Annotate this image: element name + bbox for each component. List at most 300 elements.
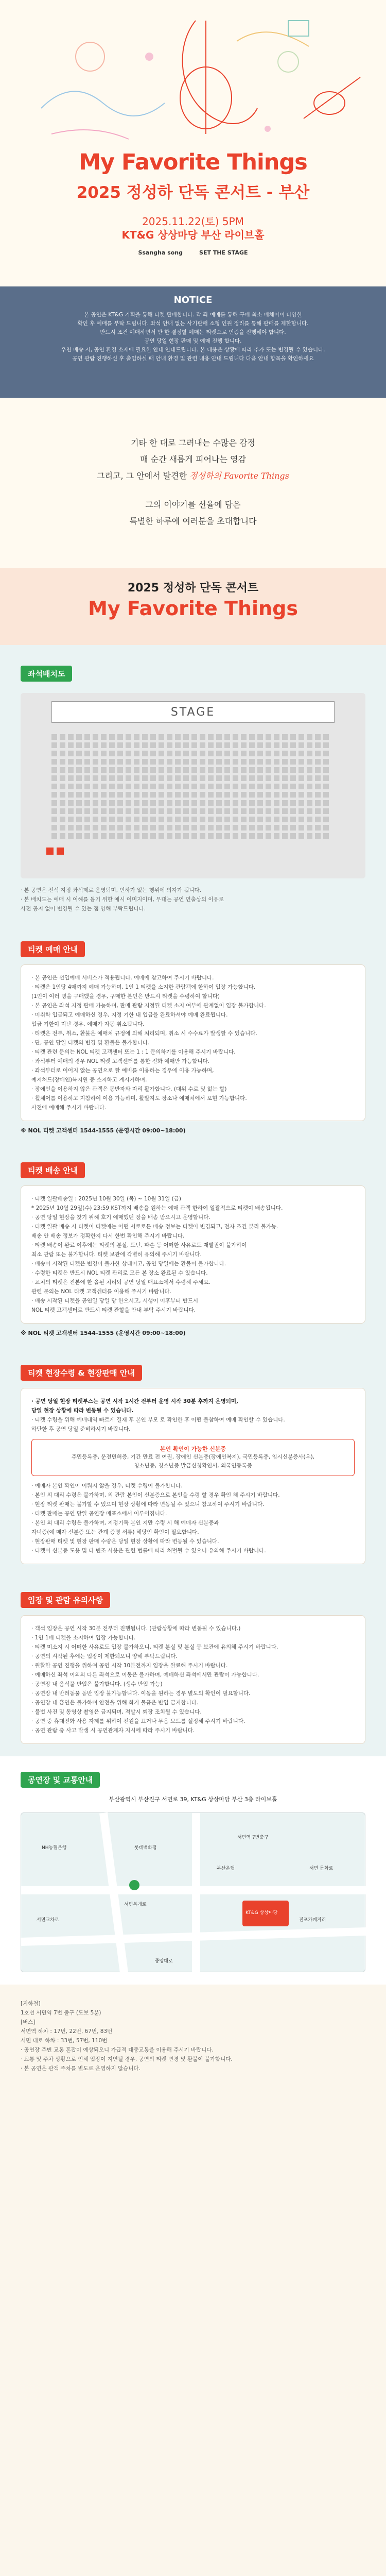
seat	[150, 767, 156, 773]
seat	[93, 808, 98, 814]
seat-section	[0, 645, 386, 926]
seat	[68, 775, 74, 781]
seat	[76, 808, 82, 814]
seat	[109, 825, 115, 831]
seat	[101, 800, 107, 806]
seat	[241, 784, 247, 789]
seat	[167, 833, 172, 839]
seat	[299, 817, 304, 822]
seat	[183, 742, 189, 748]
seat	[134, 800, 139, 806]
seat	[126, 742, 131, 748]
seat	[175, 825, 181, 831]
seat	[307, 734, 312, 740]
caution-item: · 예매하신 좌석 이외의 다른 좌석으로 이동은 불가하며, 예매하신 좌석에서만 관람이 가능합니다.	[31, 1672, 259, 1678]
seat	[60, 833, 65, 839]
seat	[175, 767, 181, 773]
seat	[167, 775, 172, 781]
concert-banner	[0, 568, 386, 645]
caution-badge: 입장 및 관람 유의사항	[21, 1592, 110, 1608]
seat	[175, 784, 181, 789]
presale-item: 입금 기한이 지난 경우, 예매가 자동 취소됩니다.	[31, 1021, 145, 1027]
seat	[51, 775, 57, 781]
seat	[183, 817, 189, 822]
seat	[290, 742, 296, 748]
seat	[126, 808, 131, 814]
seat	[76, 784, 82, 789]
seat	[241, 751, 247, 756]
seat	[191, 792, 197, 798]
seat	[249, 742, 255, 748]
concert-label: 2025 정성하 단독 콘서트	[127, 582, 259, 595]
seat	[200, 800, 205, 806]
seat	[290, 734, 296, 740]
seat	[282, 759, 288, 765]
caution-item: · 불법 사진 및 동영상 촬영은 금지되며, 적발시 퇴장 조치될 수 있습니다.	[31, 1709, 202, 1715]
caution-item: · 공연 중 휴대전화 사용 자제를 위하여 전원을 끄거나 무음 모드를 설정해 주시기 바랍니다.	[31, 1718, 245, 1724]
seat	[216, 751, 222, 756]
seat	[208, 742, 214, 748]
seat	[101, 751, 107, 756]
seat	[68, 800, 74, 806]
seat	[208, 792, 214, 798]
seat	[216, 767, 222, 773]
seat	[68, 825, 74, 831]
seat	[167, 800, 172, 806]
seat	[183, 775, 189, 781]
seat	[315, 833, 321, 839]
seat	[315, 808, 321, 814]
seat	[167, 825, 172, 831]
seat	[241, 800, 247, 806]
seat	[51, 734, 57, 740]
seat	[249, 817, 255, 822]
onsite-item: · 현장 티켓 판매는 불가할 수 있으며 현장 상황에 따라 변동될 수 있으니 참고하여 주시기 바랍니다.	[31, 1501, 265, 1507]
delivery-item: · 티켓 배송이 완료 이후에는 티켓의 분실, 도난, 파손 등 어떠한 사유로도 재발권이 불가하여	[31, 1242, 247, 1248]
seat	[274, 775, 279, 781]
seat	[200, 751, 205, 756]
seat	[183, 751, 189, 756]
seat	[150, 734, 156, 740]
seat	[274, 759, 279, 765]
seat	[299, 784, 304, 789]
seat	[299, 792, 304, 798]
presale-contact: ※ NOL 티켓 고객센터 1544-1555 (운영시간 09:00~18:00)	[21, 1127, 186, 1134]
seat	[60, 808, 65, 814]
seat	[60, 800, 65, 806]
seat	[109, 808, 115, 814]
seat	[200, 817, 205, 822]
onsite-item: · 티켓이 신분증 도용 및 타 변조 사용은 관련 법률에 따라 처벌될 수 있으니 유의해 주시기 바랍니다.	[31, 1548, 266, 1554]
seat	[167, 792, 172, 798]
seat	[233, 817, 238, 822]
onsite-item: · 예매자 본인 확인이 이뤄지 않을 경우, 티켓 수령이 불가합니다.	[31, 1483, 183, 1489]
seat	[323, 784, 329, 789]
intro	[0, 398, 386, 568]
seat	[241, 808, 247, 814]
seat	[307, 742, 312, 748]
note-item: 사전 공지 없이 변경될 수 있는 점 양해 부탁드립니다.	[21, 906, 146, 912]
seat	[241, 767, 247, 773]
seat	[126, 767, 131, 773]
seat	[142, 751, 148, 756]
seat	[208, 825, 214, 831]
seat	[323, 825, 329, 831]
seat	[76, 767, 82, 773]
seat	[307, 800, 312, 806]
seat	[68, 742, 74, 748]
seat	[76, 792, 82, 798]
seat	[142, 833, 148, 839]
id-card-head: 본인 확인이 가능한 신분증	[160, 1446, 226, 1452]
seat	[323, 759, 329, 765]
seat	[224, 751, 230, 756]
seat	[76, 759, 82, 765]
footer-line: 서면 대로 하차 : 33번, 57번, 110번	[21, 2038, 108, 2044]
seat	[150, 775, 156, 781]
seat	[191, 825, 197, 831]
seat	[142, 734, 148, 740]
seat	[191, 751, 197, 756]
location-section	[0, 1756, 386, 1985]
note-item: · 본 배치도는 예매 시 이해를 돕기 위한 예시 이미지이며, 무대는 공연 연출상의 이유로	[21, 896, 224, 903]
seat	[101, 767, 107, 773]
seat	[224, 767, 230, 773]
seat	[323, 792, 329, 798]
seat	[175, 833, 181, 839]
seat	[76, 775, 82, 781]
intro-line: 그리고, 그 안에서 발견한 정성하의 Favorite Things	[97, 471, 289, 481]
delivery-item: · 배송이 시작된 티켓은 변경이 불가한 상태이고, 공연 당일에는 환불이 불가합니다.	[31, 1261, 226, 1267]
seat	[299, 775, 304, 781]
seat	[282, 734, 288, 740]
seat	[307, 808, 312, 814]
presale-item: 예지처드(장애인)복지원 증 소지하고 계시거하며.	[31, 1077, 147, 1083]
seat	[257, 792, 263, 798]
seat	[307, 775, 312, 781]
seat	[134, 767, 139, 773]
seat	[117, 800, 123, 806]
caution-item: · 공연 관람 중 사고 발생 시 공연관계자 지시에 따라 주시기 바랍니다.	[31, 1727, 195, 1734]
delivery-section	[0, 1147, 386, 1349]
notice-line: 확인 후 예매를 부탁 드립니다. 좌석 안내 없는 사기판매 소형 인원 정리를 통해 판매를 제한합니다.	[77, 320, 309, 327]
seat	[117, 784, 123, 789]
seat	[208, 759, 214, 765]
seat	[117, 759, 123, 765]
seat	[257, 800, 263, 806]
seat	[290, 775, 296, 781]
footer-line: · 교통 및 주차 상황으로 인해 입장이 지연될 경우, 공연의 티켓 변경 및 환불이 불가합니다.	[21, 2056, 233, 2062]
seat	[299, 833, 304, 839]
concert-title: My Favorite Things	[88, 597, 298, 620]
seat	[233, 767, 238, 773]
seat	[249, 825, 255, 831]
seat	[249, 767, 255, 773]
seat	[257, 767, 263, 773]
intro-line: 매 순간 새롭게 피어나는 영감	[140, 454, 246, 464]
seat	[93, 817, 98, 822]
onsite-item: · 티켓 판매는 공연 당일 공연장 매표소에서 이루어집니다.	[31, 1511, 167, 1517]
seat	[282, 817, 288, 822]
seat	[299, 759, 304, 765]
onsite-item: 하단한 후 공연 당일 준비하시기 바랍니다.	[31, 1426, 131, 1432]
seat	[241, 833, 247, 839]
seat	[200, 784, 205, 789]
seat	[51, 759, 57, 765]
seat	[150, 792, 156, 798]
seat	[224, 825, 230, 831]
seat	[68, 734, 74, 740]
seat	[266, 734, 271, 740]
seat	[266, 742, 271, 748]
seat	[175, 742, 181, 748]
seat	[159, 775, 164, 781]
seat	[216, 817, 222, 822]
seat	[142, 817, 148, 822]
seat	[323, 775, 329, 781]
seat	[159, 742, 164, 748]
presale-item: · 티켓은 1인당 4매까지 예매 가능하며, 1인 1 티켓을 소지한 관람객에 한하여 입장 가능합니다.	[31, 984, 256, 990]
seat	[167, 767, 172, 773]
delivery-item: · 수령한 티켓은 반드시 NOL 티켓 관리로 모든 본 장소 완료된 수 있습니다.	[31, 1270, 208, 1276]
seat	[191, 759, 197, 765]
seat	[241, 817, 247, 822]
seat	[60, 767, 65, 773]
seat	[266, 825, 271, 831]
onsite-item: · 본인 외 대리 수령은 불가하며, 지정기독 본인 지만 수령 시 해 예매자 신분증과	[31, 1520, 219, 1526]
seat	[200, 759, 205, 765]
delivery-contact: ※ NOL 티켓 고객센터 1544-1555 (운영시간 09:00~18:00)	[21, 1330, 186, 1336]
seat	[60, 742, 65, 748]
seat	[68, 792, 74, 798]
delivery-item: · 티켓 일괄 배송 시 티켓이 티켓에는 어떤 서로로든 배송 정보는 티켓이 변경되고, 전자 조건 분리 불가능.	[31, 1224, 278, 1230]
seat	[101, 775, 107, 781]
seat	[290, 759, 296, 765]
presale-item: (1인이 여러 명을 구매했을 경우, 구매한 본인은 반드시 티켓을 수령하여 합니다)	[31, 993, 220, 999]
seat	[299, 767, 304, 773]
seat	[249, 800, 255, 806]
seat	[290, 808, 296, 814]
seat	[101, 784, 107, 789]
seat	[257, 833, 263, 839]
seat	[51, 742, 57, 748]
seat	[282, 792, 288, 798]
seat	[101, 792, 107, 798]
seat	[208, 817, 214, 822]
seat	[224, 775, 230, 781]
seat	[175, 808, 181, 814]
seat	[117, 751, 123, 756]
delivery-badge: 티켓 배송 안내	[21, 1162, 85, 1178]
seat	[109, 751, 115, 756]
seat	[315, 751, 321, 756]
seat	[51, 784, 57, 789]
seat	[191, 784, 197, 789]
sponsor-logos	[0, 249, 386, 256]
intro-line: 기타 한 대로 그려내는 수많은 감정	[131, 438, 255, 448]
map-label: 서면역 7번출구	[237, 1835, 269, 1840]
seat	[249, 775, 255, 781]
seat	[93, 775, 98, 781]
presale-item: · 티켓은 전부, 취소, 환불은 예매처 규정에 의해 처리되며, 취소 시 수수료가 발생할 수 있습니다.	[31, 1030, 257, 1037]
footer-line: 서면역 하차 : 17번, 22번, 67번, 83번	[21, 2028, 113, 2035]
seat	[175, 800, 181, 806]
seat	[315, 825, 321, 831]
onsite-list	[31, 1481, 355, 1555]
seat	[68, 784, 74, 789]
seat	[241, 759, 247, 765]
seat	[51, 833, 57, 839]
seat	[93, 825, 98, 831]
seat	[307, 833, 312, 839]
seat	[266, 767, 271, 773]
seat	[191, 742, 197, 748]
seat	[200, 775, 205, 781]
seat	[175, 734, 181, 740]
seat	[60, 784, 65, 789]
seat	[159, 734, 164, 740]
seat	[93, 751, 98, 756]
seat	[134, 817, 139, 822]
seat	[274, 825, 279, 831]
seat	[208, 808, 214, 814]
seat	[299, 734, 304, 740]
notice-title: NOTICE	[173, 295, 213, 306]
seat	[257, 825, 263, 831]
intro-line: 특별한 하루에 여러분을 초대합니다	[129, 516, 257, 526]
seat	[290, 800, 296, 806]
seat	[51, 792, 57, 798]
hero-title: My Favorite Things	[79, 149, 307, 175]
seat	[60, 775, 65, 781]
seat	[93, 734, 98, 740]
seat	[109, 742, 115, 748]
seat	[117, 775, 123, 781]
seat	[126, 817, 131, 822]
onsite-item: · 현장판매 티켓 및 현장 판매 수량은 당일 현장 상황에 따라 변동될 수 있습니다.	[31, 1538, 219, 1545]
seat	[307, 817, 312, 822]
seat	[84, 784, 90, 789]
seat	[266, 759, 271, 765]
intro-highlight: 정성하의 Favorite Things	[189, 471, 289, 481]
seat	[257, 759, 263, 765]
seat	[274, 767, 279, 773]
seat	[290, 833, 296, 839]
seat	[200, 792, 205, 798]
note-item: · 본 공연은 전석 지정 좌석제로 운영되며, 인하가 없는 행위에 의자가 됩니다.	[21, 887, 202, 893]
location-badge: 공연장 및 교통안내	[21, 1772, 100, 1788]
onsite-section	[0, 1349, 386, 1577]
presale-item: · 본 공연은 선입예매 서비스가 적용됩니다. 예매에 참고하여 주시기 바랍니다.	[31, 975, 214, 981]
seat	[93, 800, 98, 806]
intro-line: 그의 이야기를 선율에 담은	[145, 500, 241, 510]
seat	[266, 792, 271, 798]
seat	[274, 800, 279, 806]
seat	[84, 800, 90, 806]
seat	[109, 833, 115, 839]
seat	[126, 784, 131, 789]
seat	[323, 751, 329, 756]
seat	[109, 817, 115, 822]
seat	[299, 825, 304, 831]
seat	[109, 759, 115, 765]
seat	[142, 800, 148, 806]
seat	[175, 817, 181, 822]
seat	[315, 767, 321, 773]
seat	[274, 808, 279, 814]
seat	[142, 775, 148, 781]
seat	[159, 751, 164, 756]
seat	[233, 734, 238, 740]
seat	[208, 833, 214, 839]
seat	[84, 808, 90, 814]
seat	[60, 825, 65, 831]
seat	[208, 784, 214, 789]
logo-ssangha: Ssangha song	[138, 249, 183, 256]
seat-badge: 좌석배치도	[21, 666, 72, 682]
seat	[257, 817, 263, 822]
seat	[134, 751, 139, 756]
seat	[134, 784, 139, 789]
seat	[266, 751, 271, 756]
seat	[233, 833, 238, 839]
seat	[117, 817, 123, 822]
delivery-item: NOL 티켓 고객센터로 반드시 티켓 관할을 안내 부탁 주시기 바랍니다.	[31, 1307, 196, 1313]
caution-box	[21, 1615, 365, 1744]
seat	[76, 800, 82, 806]
seat	[101, 734, 107, 740]
presale-item: · 좌석부터 예매의 경우 NOL 티켓 고객센터를 통한 전화 예매만 가능합니다.	[31, 1058, 210, 1064]
seat	[241, 734, 247, 740]
seat	[266, 800, 271, 806]
seat	[126, 759, 131, 765]
seat	[109, 775, 115, 781]
seat	[60, 817, 65, 822]
seat	[191, 734, 197, 740]
seat	[51, 800, 57, 806]
seat	[266, 833, 271, 839]
seat	[266, 784, 271, 789]
presale-item: 사전에 예매해 주시기 바랍니다.	[31, 1105, 107, 1111]
seat	[93, 792, 98, 798]
map-roads	[21, 1813, 366, 1973]
seat	[315, 800, 321, 806]
seat	[323, 817, 329, 822]
delivery-item: · 티켓 일괄배송일 : 2025년 10월 30일 (목) ~ 10월 31일 (금)	[31, 1196, 181, 1202]
seat	[274, 792, 279, 798]
location-map[interactable]	[21, 1812, 365, 1972]
seat	[224, 800, 230, 806]
seat	[93, 833, 98, 839]
seat	[68, 751, 74, 756]
seat	[323, 742, 329, 748]
seat	[126, 734, 131, 740]
seat	[249, 808, 255, 814]
seat	[84, 759, 90, 765]
seat	[150, 825, 156, 831]
seat	[183, 808, 189, 814]
seat	[117, 825, 123, 831]
map-label: 중앙대로	[155, 1959, 173, 1964]
seat	[233, 759, 238, 765]
seat	[159, 767, 164, 773]
seat	[323, 800, 329, 806]
seat	[216, 759, 222, 765]
seat	[101, 825, 107, 831]
seat	[183, 800, 189, 806]
seat	[159, 825, 164, 831]
seat	[167, 808, 172, 814]
